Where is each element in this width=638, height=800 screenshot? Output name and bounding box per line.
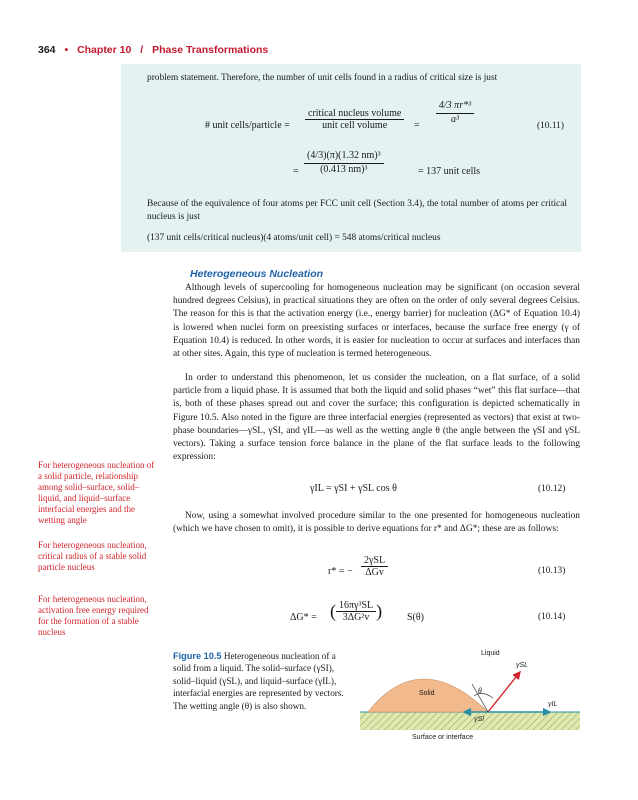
frac2-numerator: 4/3 πr*³ [436, 100, 474, 114]
eq-10-14-tail: S(θ) [407, 612, 425, 623]
gamma-sl-vector [488, 672, 520, 712]
eq-10-14-lhs: ΔG* = [290, 612, 317, 623]
box-final: (137 unit cells/critical nucleus)(4 atoms/unit cell) = 548 atoms/critical nucleus [147, 233, 441, 243]
header-bullet: • [64, 44, 69, 56]
eq13-denominator: ΔGv [365, 567, 384, 578]
header-separator: / [140, 44, 144, 56]
solid-label: Solid [419, 690, 435, 697]
surface-substrate [360, 712, 580, 730]
frac1-numerator: critical nucleus volume [305, 108, 404, 120]
gamma-sl-label: γSL [516, 662, 529, 669]
chapter-title: Phase Transformations [152, 44, 269, 56]
equals-sign-2: = [293, 166, 299, 177]
figure-caption-text: Heterogeneous nucleation of a solid from a liquid. The solid–surface (γSI), solid–liquid (γSL), and liquid–surface (γIL), interfacial energies are represented by vectors. The wetting angle (θ) is also shown. [173, 651, 344, 711]
frac2-denominator: a³ [451, 114, 459, 125]
eq-10-11-frac2 [427, 100, 483, 125]
frac3-numerator: (4/3)(π)(1.32 nm)³ [304, 150, 384, 164]
theta-arc [474, 693, 493, 698]
body-para1: Although levels of supercooling for homogeneous nucleation may be significant (on occasion several hundred degrees Celsius), in practical situations they are often on the order of only several degrees Celsius. The reason for this is that the activation energy (i.e., energy barrier) for nucleation (ΔG* of Equation 10.4) is lowered when nuclei form on preexisting surfaces or interfaces, because the surface free energy (γ of Equation 10.4) is reduced. In other words, it is easier for nucleation to occur at surfaces and interfaces than at other sites. Again, this type of nucleation is termed heterogeneous. [173, 283, 580, 360]
chapter-label: Chapter 10 [77, 44, 132, 56]
nucleation-diagram [360, 648, 582, 744]
surface-label: Surface or interface [412, 734, 474, 741]
eq14-denominator: 3ΔG²v [342, 612, 370, 623]
figure-caption [173, 650, 351, 712]
eq-10-14-frac: ( $\frac{\text{16πγ³SL}}{\text{3ΔG²v}}$ ) [330, 600, 383, 623]
body-para2: In order to understand this phenomenon, let us consider the nucleation, on a flat surface, of a solid particle from a liquid phase. It is assumed that both the liquid and solid phases “wet” this flat surface—that is, both of these phases spread out and cover the surface; this configuration is depicted schematically in Figure 10.5. Also noted in the figure are three interfacial energies (represented as vectors) that exist at two-phase boundaries—γSL, γSI, and γIL—as well as the wetting angle θ (the angle between the γSI and γSL vectors). Taking a surface tension force balance in the plane of the flat surface leads to the following expression: [173, 373, 580, 463]
liquid-label: Liquid [481, 650, 500, 657]
margin-note-3: For heterogeneous nucleation, activation free energy required for the formation of a stable nucleus [38, 594, 149, 637]
eq-10-13-lhs: r* = − [328, 566, 353, 577]
eq-number-10-14: (10.14) [538, 612, 566, 622]
eq13-numerator: 2γSL [361, 555, 388, 567]
eq-10-11-frac1 [305, 108, 404, 131]
gamma-il-label: γIL [548, 701, 558, 708]
eq-10-11-result: = 137 unit cells [418, 166, 481, 177]
figure-label: Figure 10.5 [173, 651, 222, 661]
theta-label: θ [478, 688, 482, 695]
page-number: 364 [38, 44, 56, 56]
frac1-denominator: unit cell volume [322, 120, 388, 131]
equals-sign: = [414, 120, 420, 131]
margin-note-2: For heterogeneous nucleation, critical radius of a stable solid particle nucleus [38, 540, 147, 572]
margin-note-1: For heterogeneous nucleation of a solid particle, relationship among solid–surface, solid–liquid, and liquid–surface interfacial energies and the wetting angle [38, 460, 155, 525]
eq14-numerator: 16πγ³SL [336, 600, 376, 612]
eq-number-10-11: (10.11) [537, 121, 564, 131]
eq-10-12: γIL = γSI + γSL cos θ [310, 483, 397, 494]
eq-number-10-12: (10.12) [538, 484, 566, 494]
gamma-si-label: γSI [474, 716, 485, 723]
eq-10-11-lhs: # unit cells/particle = [205, 120, 290, 131]
frac3-denominator: (0.413 nm)³ [320, 164, 368, 175]
box-intro: problem statement. Therefore, the number of unit cells found in a radius of critical size is just [147, 73, 498, 83]
body-para3: Now, using a somewhat involved procedure similar to the one presented for homogeneous nucleation (which we have chosen to omit), it is possible to derive equations for r* and ΔG*; these are as follows: [173, 511, 580, 535]
running-header [38, 44, 268, 56]
box-para2: Because of the equivalence of four atoms per FCC unit cell (Section 3.4), the total number of atoms per critical nucleus is just [147, 199, 567, 223]
eq-10-13-frac [361, 555, 388, 578]
section-heading: Heterogeneous Nucleation [190, 268, 324, 280]
eq-10-11-frac3 [304, 150, 384, 175]
eq-number-10-13: (10.13) [538, 566, 566, 576]
